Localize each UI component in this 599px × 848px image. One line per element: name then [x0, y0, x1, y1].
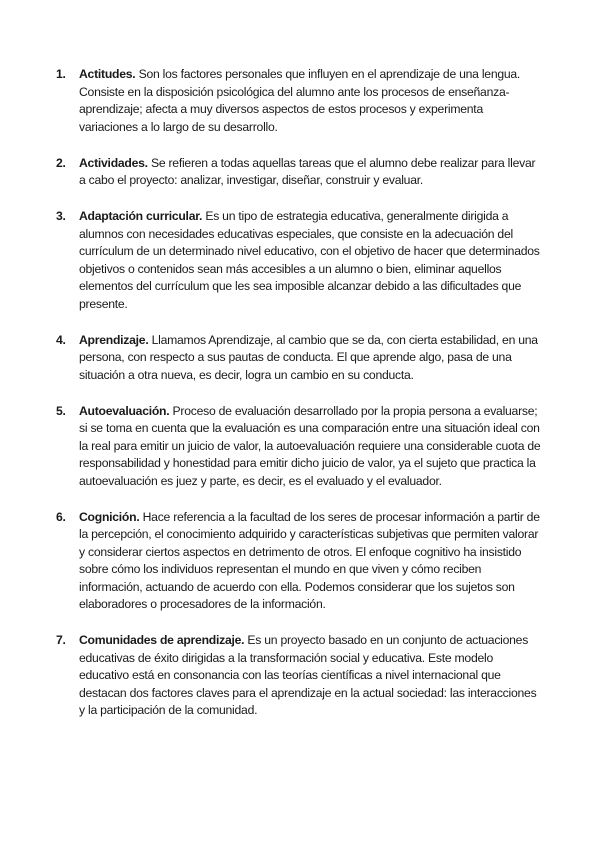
- glossary-entry: [0, 155, 599, 190]
- entry-number: 6.: [56, 509, 66, 524]
- glossary-list: [0, 66, 599, 720]
- entry-term: Adaptación curricular.: [79, 209, 206, 223]
- entry-definition: Proceso de evaluación desarrollado por la propia persona a evaluarse; si se toma en cuenta que la evaluación es una comparación entre una situación ideal con la real para emitir un juicio de valor, la autoevaluación requiere una considerable cuota de responsabilidad y honestidad para emitir dicho juicio de valor, ya el sujeto que practica la autoevaluación es juez y parte, es decir, es el evaluado y el evaluador.: [79, 403, 541, 488]
- glossary-entry: [0, 332, 599, 385]
- glossary-entry: [0, 632, 599, 720]
- glossary-entry: [0, 509, 599, 614]
- entry-term: Comunidades de aprendizaje.: [79, 633, 248, 647]
- entry-term: Actividades.: [79, 155, 151, 170]
- entry-definition: Es un proyecto basado en un conjunto de actuaciones educativas de éxito dirigidas a la transformación social y educativa. Este modelo educativo está en consonancia con las teorías científicas a nivel internacional que destacan dos factores claves para el aprendizaje en la actual sociedad: las interacciones y la participación de la comunidad.: [79, 633, 537, 717]
- glossary-entry: [0, 208, 599, 313]
- entry-definition: Son los factores personales que influyen en el aprendizaje de una lengua. Consiste en la disposición psicológica del alumno ante los procesos de enseñanza-aprendizaje; afecta a muy diversos aspectos de estos procesos y experimenta variaciones a lo largo de su desarrollo.: [79, 67, 521, 134]
- entry-number: 3.: [56, 209, 66, 223]
- glossary-entry: [0, 66, 599, 136]
- entry-term: Aprendizaje.: [79, 332, 152, 347]
- entry-definition: Llamamos Aprendizaje, al cambio que se da, con cierta estabilidad, en una persona, con respecto a sus pautas de conducta. El que aprende algo, pasa de una situación a otra nueva, es decir, logra un cambio en su conducta.: [79, 332, 538, 382]
- entry-term: Autoevaluación.: [79, 403, 173, 418]
- entry-number: 1.: [56, 67, 66, 81]
- entry-term: Actitudes.: [79, 67, 139, 81]
- glossary-entry: [0, 403, 599, 491]
- entry-number: 4.: [56, 332, 66, 347]
- entry-definition: Hace referencia a la facultad de los seres de procesar información a partir de la percepción, el conocimiento adquirido y características subjetivas que permiten valorar y considerar ciertos aspectos en detrimento de otros. El enfoque cognitivo ha insistido sobre cómo los individuos representan el mundo en que viven y cómo reciben información, actuando de acuerdo con ella. Podemos considerar que los sujetos son elaboradores o procesadores de la información.: [79, 509, 540, 611]
- entry-number: 7.: [56, 633, 66, 647]
- entry-definition: Se refieren a todas aquellas tareas que el alumno debe realizar para llevar a cabo el proyecto: analizar, investigar, diseñar, construir y evaluar.: [79, 155, 536, 187]
- entry-number: 5.: [56, 403, 66, 418]
- entry-definition: Es un tipo de estrategia educativa, generalmente dirigida a alumnos con necesidades educativas especiales, que consiste en la adecuación del currículum de un determinado nivel educativo, con el objetivo de hacer que determinados objetivos o contenidos sean más accesibles a un alumno o bien, eliminar aquellos elementos del currículum que les sea imposible alcanzar debido a las dificultades que presente.: [79, 209, 540, 311]
- entry-term: Cognición.: [79, 509, 143, 524]
- entry-number: 2.: [56, 155, 66, 170]
